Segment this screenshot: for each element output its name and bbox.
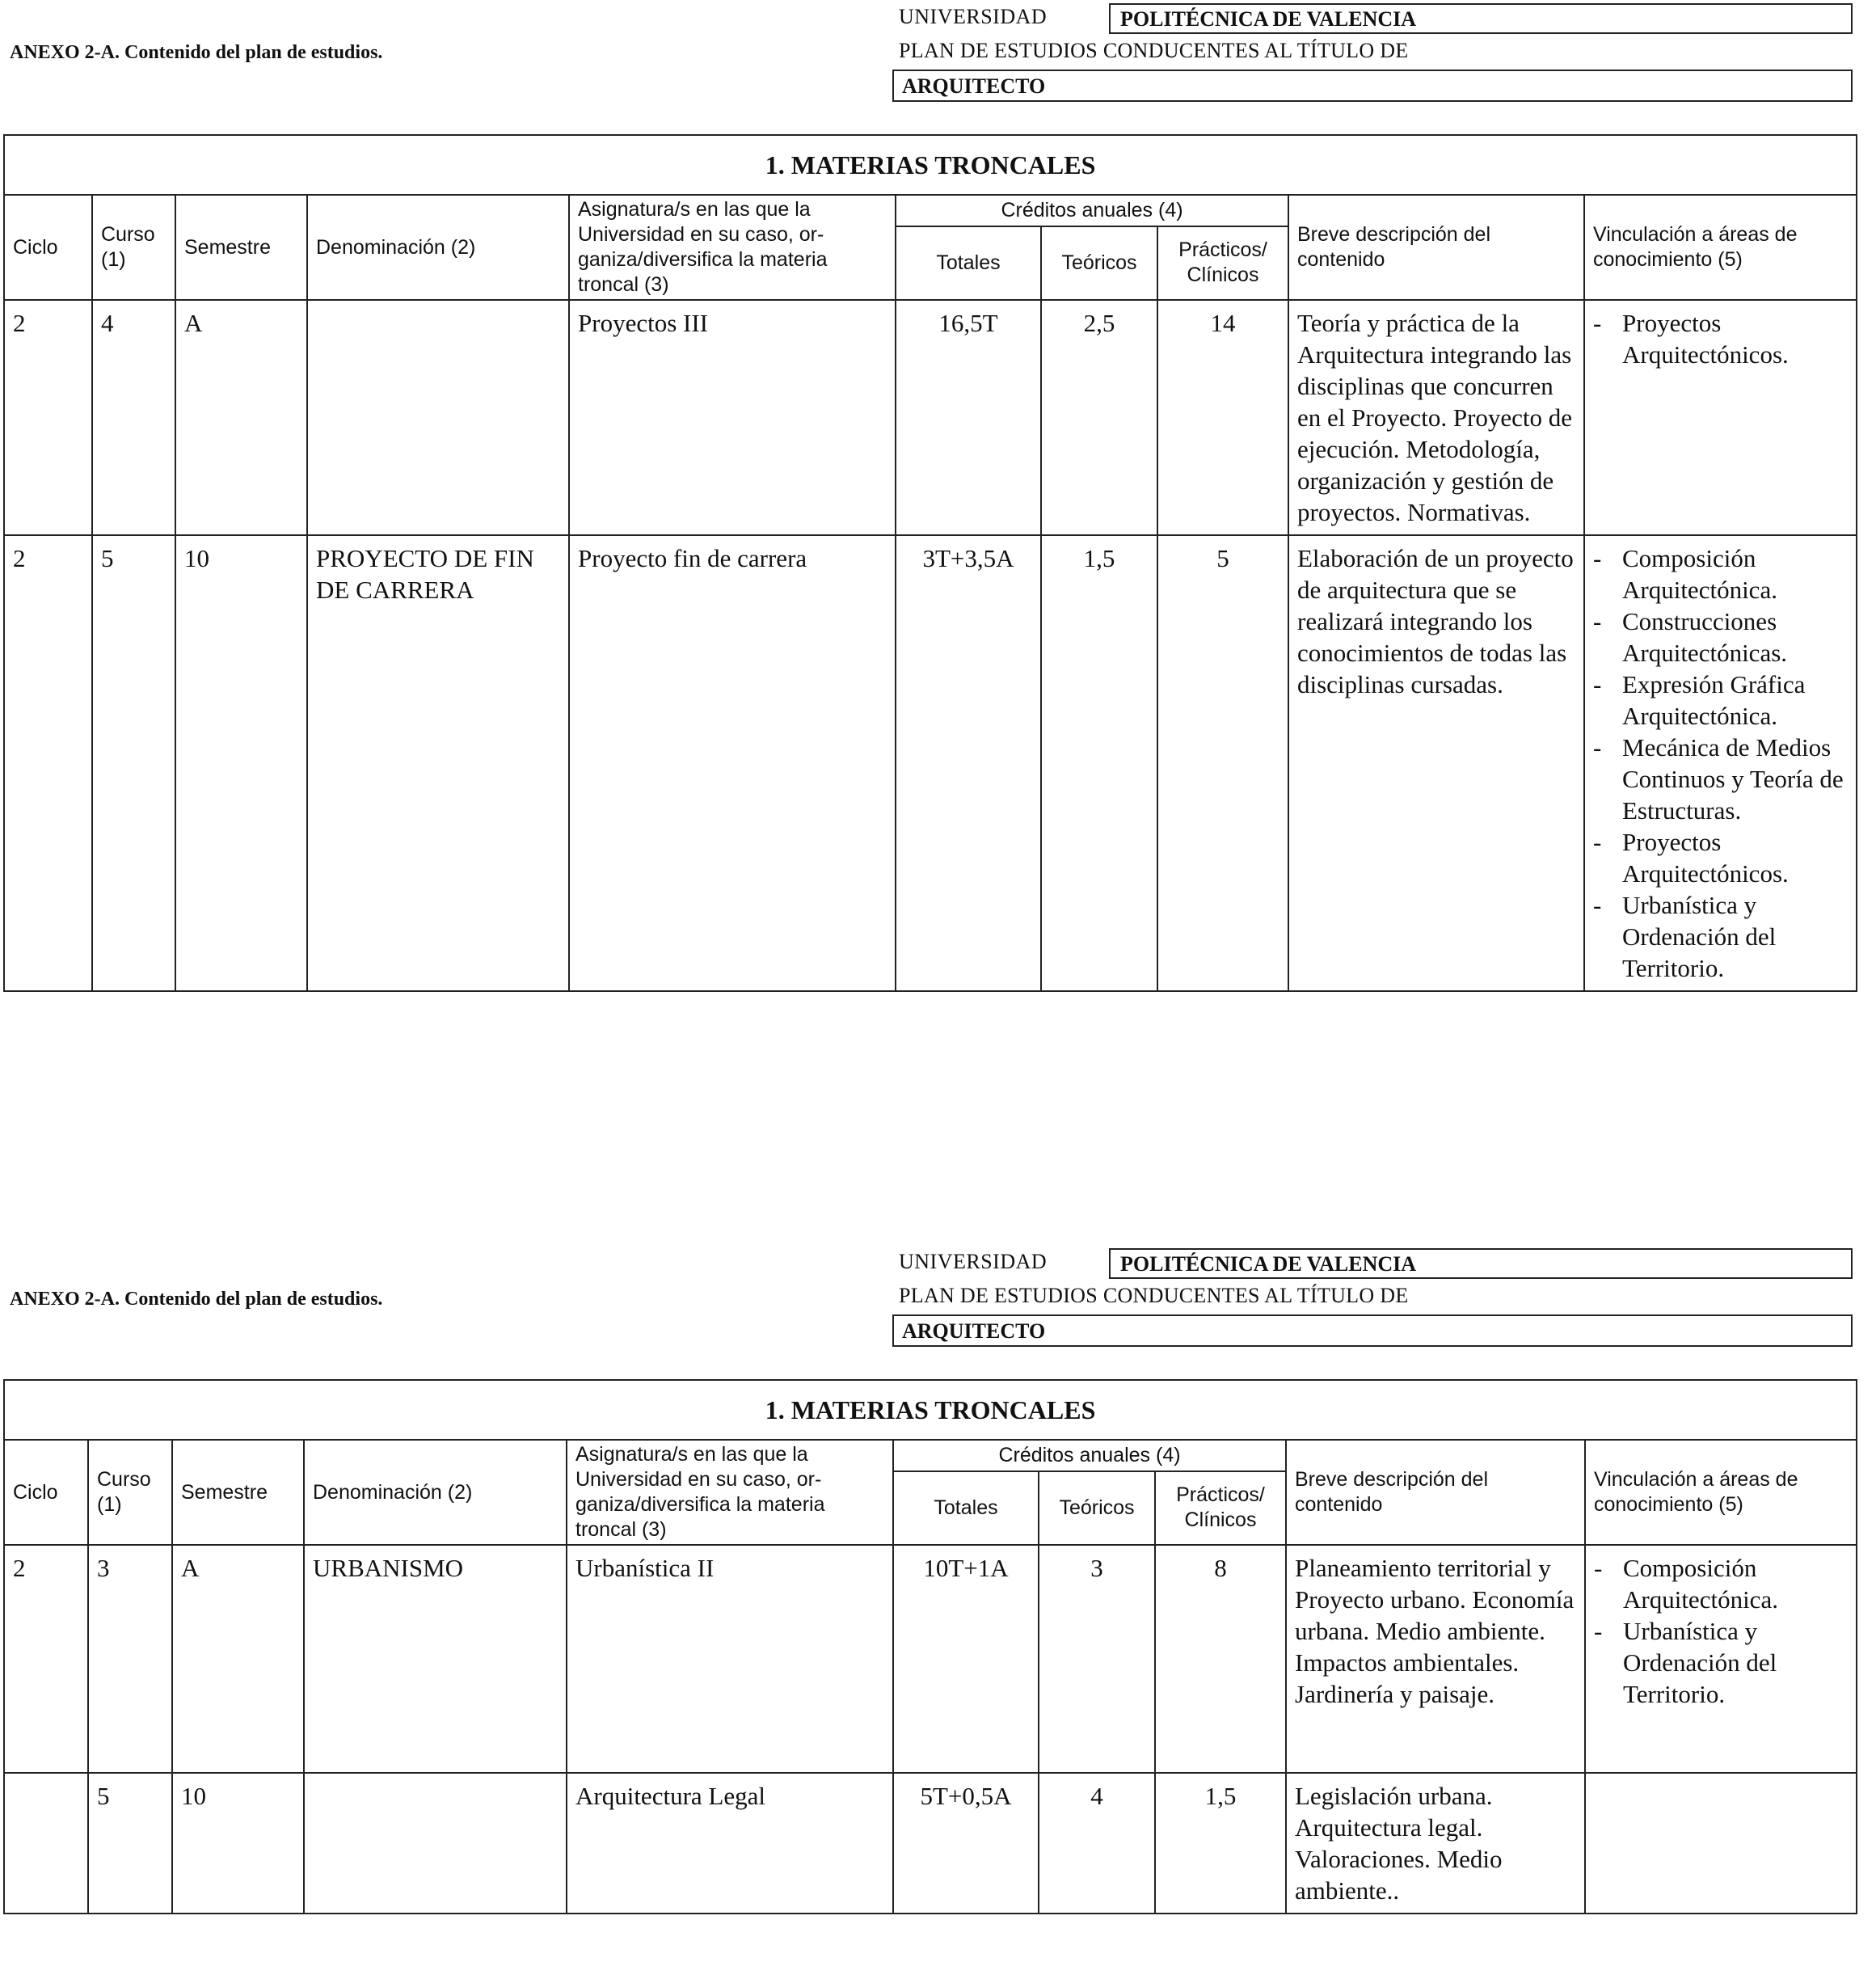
- degree-box: ARQUITECTO: [892, 1314, 1853, 1347]
- area-item: - Proyectos Arquitectónicos.: [1593, 307, 1848, 370]
- cell-areas: [1584, 300, 1857, 535]
- cell-asignatura: Urbanística II: [567, 1545, 893, 1773]
- cell-denominacion: PROYECTO DE FIN DE CARRERA: [307, 535, 569, 991]
- area-item: - Urbanística y Ordenación del Territorio.: [1593, 889, 1848, 984]
- annex-heading: ANEXO 2-A. Contenido del plan de estudios.: [10, 1289, 383, 1310]
- plan-label: PLAN DE ESTUDIOS CONDUCENTES AL TÍTULO DE: [899, 39, 1409, 62]
- annex-heading: ANEXO 2-A. Contenido del plan de estudios.: [10, 42, 383, 63]
- header-semestre: Semestre: [172, 1440, 304, 1545]
- header-totales: Totales: [893, 1471, 1039, 1545]
- cell-practicos: 14: [1157, 300, 1288, 535]
- section-title: 1. MATERIAS TRONCALES: [4, 135, 1857, 195]
- cell-areas: [1585, 1545, 1857, 1773]
- university-name-box: POLITÉCNICA DE VALENCIA: [1109, 1248, 1853, 1279]
- header-creditos: Créditos anuales (4): [896, 195, 1288, 226]
- header-ciclo: Ciclo: [4, 195, 92, 300]
- header-descripcion: Breve descripción del contenido: [1288, 195, 1584, 300]
- cell-practicos: 5: [1157, 535, 1288, 991]
- subjects-table: [3, 1379, 1857, 1914]
- cell-curso: 4: [92, 300, 175, 535]
- section-title: 1. MATERIAS TRONCALES: [4, 1380, 1857, 1440]
- header-semestre: Semestre: [175, 195, 307, 300]
- cell-totales: 16,5T: [896, 300, 1041, 535]
- cell-areas: [1584, 535, 1857, 991]
- area-item: - Urbanística y Ordenación del Territorio.: [1594, 1615, 1848, 1710]
- cell-practicos: 8: [1155, 1545, 1286, 1773]
- header-vinculacion: Vinculación a áreas de conocimiento (5): [1584, 195, 1857, 300]
- cell-descripcion: Legislación urbana. Arquitectura legal. Valoraciones. Medio ambiente..: [1286, 1773, 1585, 1914]
- cell-descripcion: Planeamiento territorial y Proyecto urbano. Economía urbana. Medio ambiente. Impactos ambientales. Jardinería y paisaje.: [1286, 1545, 1585, 1773]
- university-label: UNIVERSIDAD: [899, 5, 1048, 28]
- header-asignatura: Asignatura/s en las que la Universidad en su caso, or-ganiza/diversifica la materia troncal (3): [567, 1440, 893, 1545]
- header-asignatura: Asignatura/s en las que la Universidad en su caso, or-ganiza/diversifica la materia troncal (3): [569, 195, 896, 300]
- header-curso: Curso (1): [92, 195, 175, 300]
- areas-list: [1593, 307, 1848, 370]
- header-descripcion: Breve descripción del contenido: [1286, 1440, 1585, 1545]
- area-item: - Proyectos Arquitectónicos.: [1593, 826, 1848, 889]
- cell-asignatura: Proyecto fin de carrera: [569, 535, 896, 991]
- cell-semestre: A: [175, 300, 307, 535]
- cell-denominacion: [304, 1773, 567, 1914]
- area-item: - Composición Arquitectónica.: [1593, 542, 1848, 606]
- cell-teoricos: 4: [1039, 1773, 1155, 1914]
- cell-teoricos: 1,5: [1041, 535, 1157, 991]
- header-totales: Totales: [896, 226, 1041, 300]
- cell-descripcion: Elaboración de un proyecto de arquitectura que se realizará integrando los conocimientos de todas las disciplinas cursadas.: [1288, 535, 1584, 991]
- header-creditos: Créditos anuales (4): [893, 1440, 1286, 1471]
- cell-descripcion: Teoría y práctica de la Arquitectura integrando las disciplinas que concurren en el Proyecto. Proyecto de ejecución. Metodología, organización y gestión de proyectos. Normativas.: [1288, 300, 1584, 535]
- table-row: [4, 535, 1857, 991]
- cell-ciclo: [4, 1773, 88, 1914]
- university-name-box: POLITÉCNICA DE VALENCIA: [1109, 3, 1853, 34]
- plan-label: PLAN DE ESTUDIOS CONDUCENTES AL TÍTULO DE: [899, 1284, 1409, 1307]
- areas-list: [1593, 542, 1848, 984]
- header-practicos: Prácticos/ Clínicos: [1157, 226, 1288, 300]
- university-label: UNIVERSIDAD: [899, 1250, 1048, 1273]
- cell-curso: 5: [88, 1773, 172, 1914]
- subjects-table: [3, 134, 1857, 992]
- cell-teoricos: 3: [1039, 1545, 1155, 1773]
- cell-ciclo: 2: [4, 300, 92, 535]
- area-item: - Expresión Gráfica Arquitectónica.: [1593, 669, 1848, 732]
- header-practicos: Prácticos/ Clínicos: [1155, 1471, 1286, 1545]
- cell-ciclo: 2: [4, 1545, 88, 1773]
- cell-totales: 5T+0,5A: [893, 1773, 1039, 1914]
- cell-areas: [1585, 1773, 1857, 1914]
- degree-box: ARQUITECTO: [892, 70, 1853, 102]
- header-teoricos: Teóricos: [1039, 1471, 1155, 1545]
- cell-semestre: A: [172, 1545, 304, 1773]
- table-row: [4, 300, 1857, 535]
- header-denominacion: Denominación (2): [307, 195, 569, 300]
- cell-totales: 10T+1A: [893, 1545, 1039, 1773]
- cell-curso: 3: [88, 1545, 172, 1773]
- cell-ciclo: 2: [4, 535, 92, 991]
- cell-semestre: 10: [175, 535, 307, 991]
- cell-denominacion: URBANISMO: [304, 1545, 567, 1773]
- cell-curso: 5: [92, 535, 175, 991]
- area-item: - Composición Arquitectónica.: [1594, 1552, 1848, 1615]
- header-denominacion: Denominación (2): [304, 1440, 567, 1545]
- area-item: - Mecánica de Medios Continuos y Teoría de Estructuras.: [1593, 732, 1848, 826]
- cell-totales: 3T+3,5A: [896, 535, 1041, 991]
- area-item: - Construcciones Arquitectónicas.: [1593, 606, 1848, 669]
- header-ciclo: Ciclo: [4, 1440, 88, 1545]
- cell-teoricos: 2,5: [1041, 300, 1157, 535]
- table-row: [4, 1545, 1857, 1773]
- header-teoricos: Teóricos: [1041, 226, 1157, 300]
- cell-practicos: 1,5: [1155, 1773, 1286, 1914]
- cell-asignatura: Arquitectura Legal: [567, 1773, 893, 1914]
- header-curso: Curso (1): [88, 1440, 172, 1545]
- cell-denominacion: [307, 300, 569, 535]
- table-row: [4, 1773, 1857, 1914]
- cell-asignatura: Proyectos III: [569, 300, 896, 535]
- header-vinculacion: Vinculación a áreas de conocimiento (5): [1585, 1440, 1857, 1545]
- cell-semestre: 10: [172, 1773, 304, 1914]
- areas-list: [1594, 1552, 1848, 1710]
